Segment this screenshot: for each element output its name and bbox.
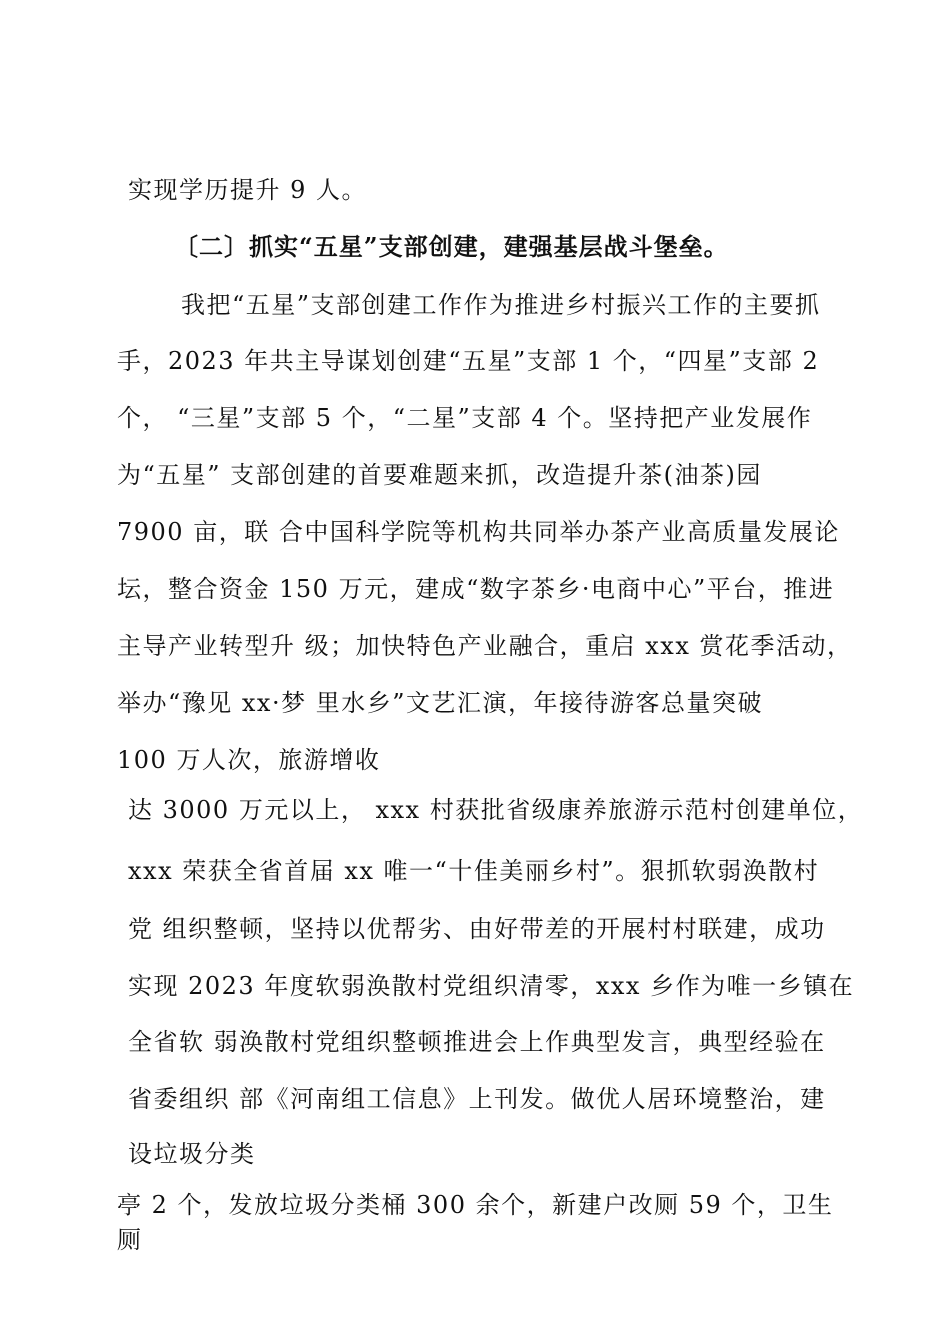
body-line: 全省软 弱涣散村党组织整顿推进会上作典型发言，典型经验在 bbox=[128, 1028, 826, 1056]
body-line: 我把“五星”支部创建工作作为推进乡村振兴工作的主要抓 bbox=[181, 291, 821, 319]
body-line: 100 万人次，旅游增收 bbox=[117, 746, 381, 774]
body-line: 举办“豫见 xx·梦 里水乡”文艺汇演，年接待游客总量突破 bbox=[117, 689, 763, 717]
section-heading: 〔二〕抓实“五星”支部创建，建强基层战斗堡垒。 bbox=[174, 232, 729, 261]
body-line: 党 组织整顿，坚持以优帮劣、由好带差的开展村村联建，成功 bbox=[128, 915, 826, 943]
body-line: 亭 2 个，发放垃圾分类桶 300 余个，新建户改厕 59 个，卫生 bbox=[117, 1191, 834, 1219]
body-line: 为“五星” 支部创建的首要难题来抓，改造提升茶(油茶)园 bbox=[117, 461, 762, 489]
body-line: xxx 荣获全省首届 xx 唯一“十佳美丽乡村”。狠抓软弱涣散村 bbox=[128, 857, 820, 885]
body-line: 实现 2023 年度软弱涣散村党组织清零，xxx 乡作为唯一乡镇在 bbox=[128, 972, 855, 1000]
body-line: 实现学历提升 9 人。 bbox=[128, 176, 368, 204]
body-line: 设垃圾分类 bbox=[128, 1140, 256, 1168]
body-line: 省委组织 部《河南组工信息》上刊发。做优人居环境整治，建 bbox=[128, 1085, 826, 1113]
body-line: 厕 bbox=[117, 1226, 143, 1254]
body-line: 7900 亩，联 合中国科学院等机构共同举办茶产业高质量发展论 bbox=[117, 518, 840, 546]
body-line: 达 3000 万元以上， xxx 村获批省级康养旅游示范村创建单位， bbox=[128, 796, 864, 824]
body-line: 手，2023 年共主导谋划创建“五星”支部 1 个，“四星”支部 2 bbox=[117, 347, 820, 375]
body-line: 坛，整合资金 150 万元，建成“数字茶乡·电商中心”平台，推进 bbox=[117, 575, 835, 603]
body-line: 个， “三星”支部 5 个，“二星”支部 4 个。坚持把产业发展作 bbox=[117, 404, 813, 432]
body-line: 主导产业转型升 级；加快特色产业融合，重启 xxx 赏花季活动， bbox=[117, 632, 853, 660]
